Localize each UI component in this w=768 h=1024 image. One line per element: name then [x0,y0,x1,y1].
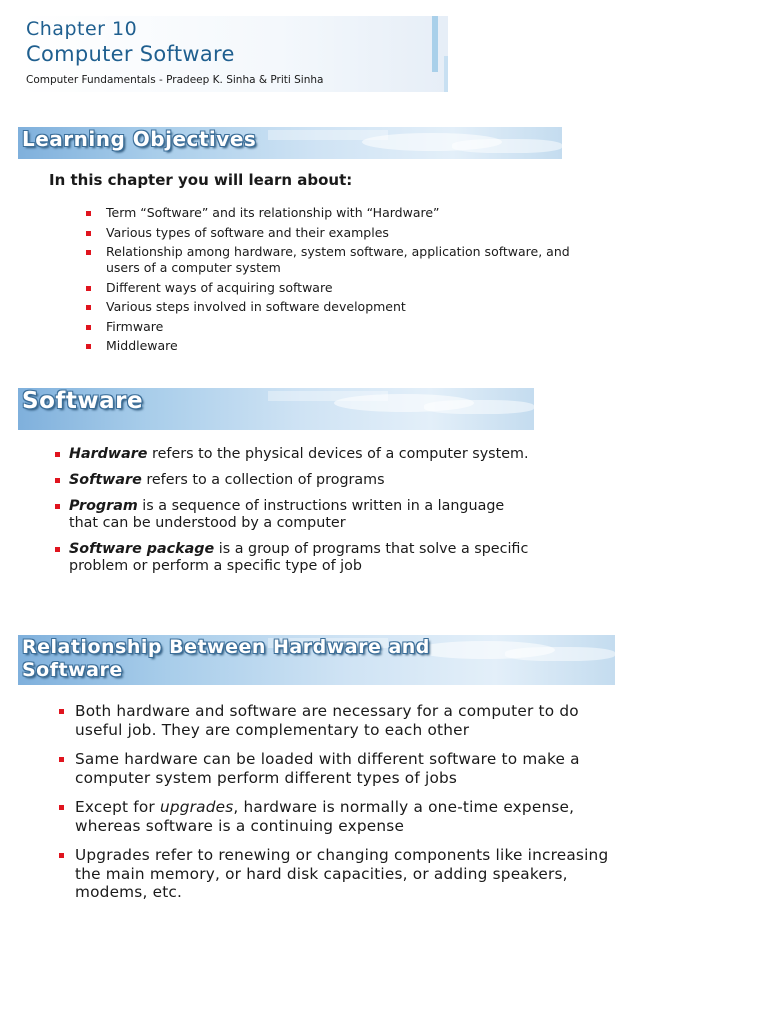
bullet-icon [55,452,60,457]
software-banner [18,388,534,430]
objectives-list [86,205,586,358]
bullet-icon [86,286,91,291]
list-item: Software refers to a collection of programs [55,472,535,489]
bullet-icon [86,231,91,236]
term: Software [69,472,142,488]
title-block [20,16,448,92]
term: Program [69,498,138,514]
emphasis: upgrades [159,798,234,816]
relationship-banner [18,635,615,685]
term: Hardware [69,446,148,462]
learning-objectives-banner [18,127,562,159]
decorative-bar [432,16,438,72]
list-item: Firmware [86,319,586,335]
list-item: Relationship among hardware, system software, application software, and users of a computer system [86,244,586,276]
bullet-icon [55,478,60,483]
bullet-icon [55,504,60,509]
bullet-icon [59,853,64,858]
bullet-icon [86,250,91,255]
list-item: Various types of software and their examples [86,225,586,241]
bullet-icon [86,325,91,330]
relationship-list [59,702,619,913]
list-item: Same hardware can be loaded with different software to make a computer system perform different types of jobs [59,750,619,787]
list-item: Both hardware and software are necessary for a computer to do useful job. They are complementary to each other [59,702,619,739]
section-heading: Learning Objectives [22,127,257,151]
section-heading: Relationship Between Hardware and Software [22,636,430,681]
chapter-title: Computer Software [26,42,235,66]
chapter-subtitle: Computer Fundamentals - Pradeep K. Sinha & Priti Sinha [26,74,324,86]
list-item: Program is a sequence of instructions written in a language that can be understood by a computer [55,498,535,532]
bullet-icon [59,757,64,762]
list-item: Software package is a group of programs that solve a specific problem or perform a specific type of job [55,541,535,575]
section-heading: Software [22,388,144,414]
list-item: Various steps involved in software development [86,299,586,315]
decorative-bar [444,56,448,92]
bullet-icon [86,211,91,216]
chapter-label: Chapter 10 [26,18,138,40]
list-item: Hardware refers to the physical devices of a computer system. [55,446,535,463]
bullet-icon [86,305,91,310]
list-item: Term “Software” and its relationship with “Hardware” [86,205,586,221]
lead-text: In this chapter you will learn about: [49,171,353,189]
list-item: Upgrades refer to renewing or changing components like increasing the main memory, or hard disk capacities, or adding speakers, modems, etc. [59,846,619,902]
term: Software package [69,541,215,557]
software-definitions-list [55,446,535,584]
bullet-icon [59,709,64,714]
bullet-icon [59,805,64,810]
list-item: Except for upgrades, hardware is normally a one-time expense, whereas software is a continuing expense [59,798,619,835]
bullet-icon [55,547,60,552]
list-item: Middleware [86,338,586,354]
bullet-icon [86,344,91,349]
list-item: Different ways of acquiring software [86,280,586,296]
